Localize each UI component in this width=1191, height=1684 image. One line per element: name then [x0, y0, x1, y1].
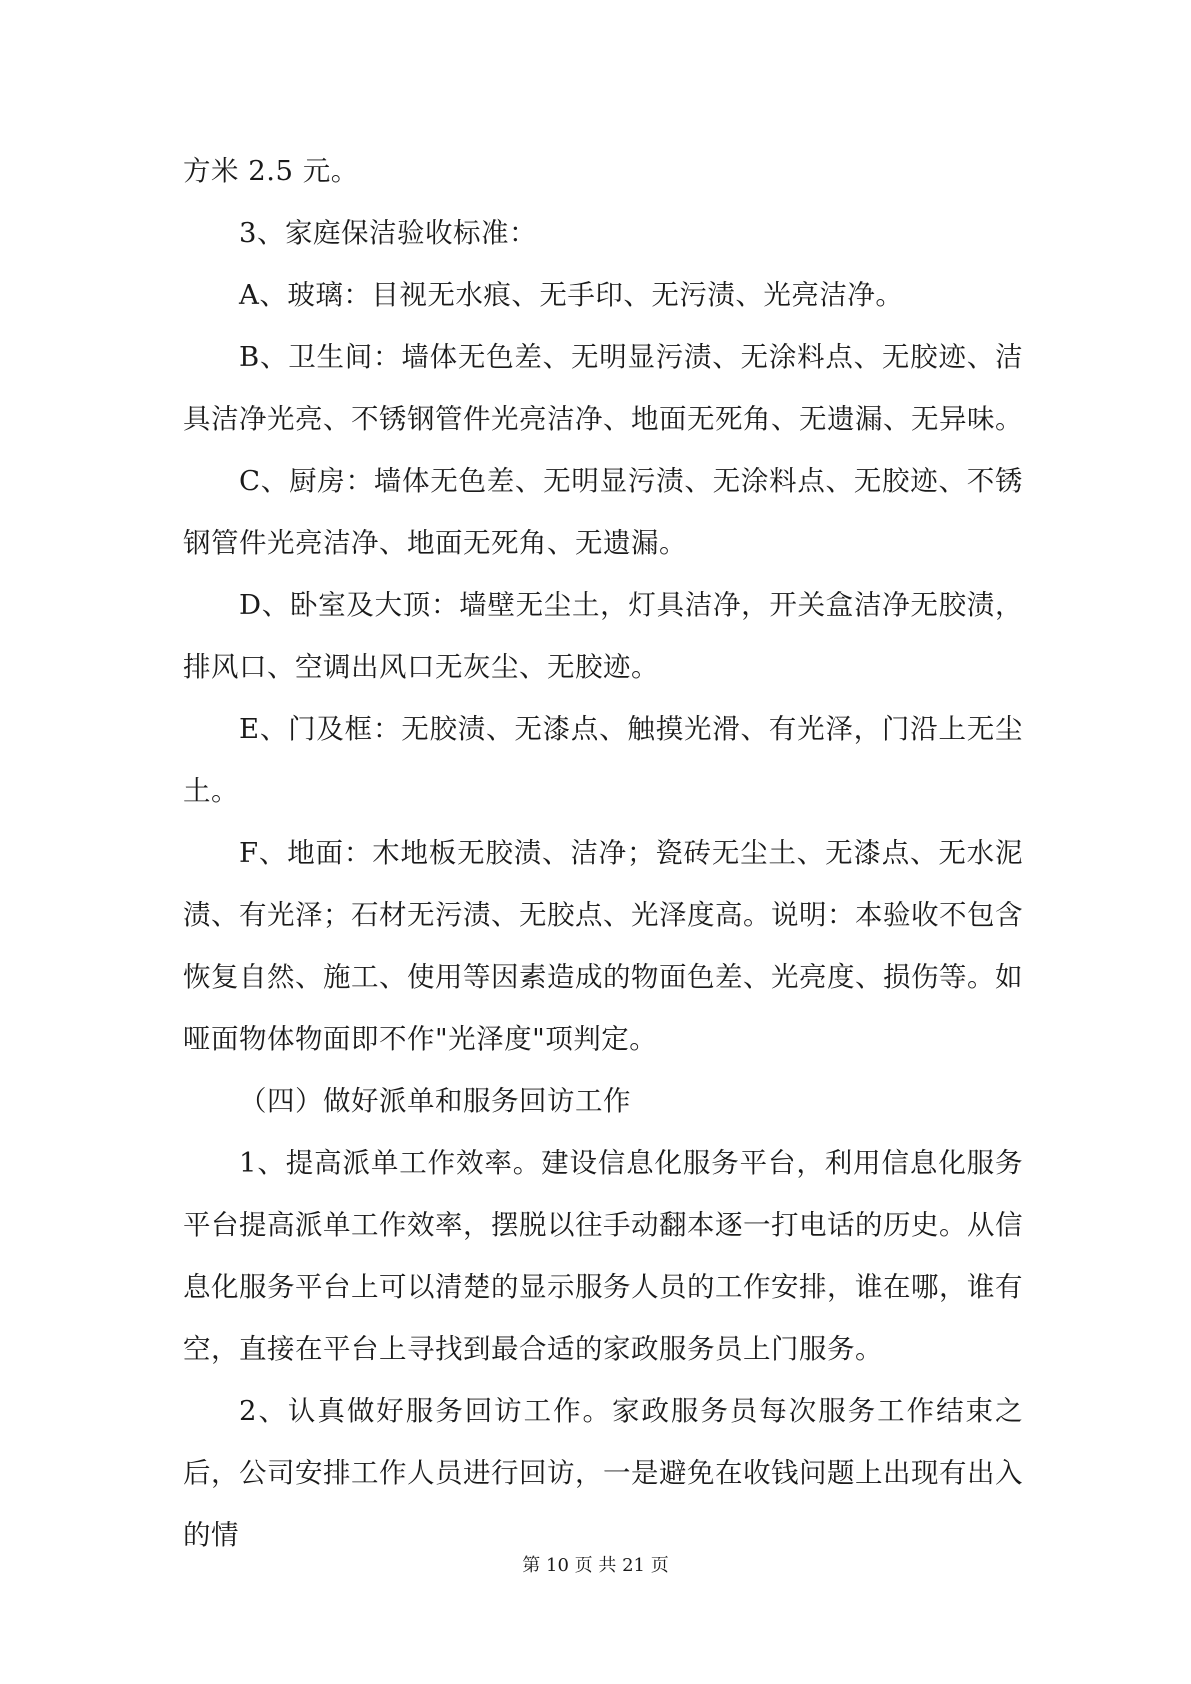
paragraph-item-f-floor: F、地面：木地板无胶渍、洁净；瓷砖无尘土、无漆点、无水泥渍、有光泽；石材无污渍、无胶点、光泽度高。说明：本验收不包含恢复自然、施工、使用等因素造成的物面色差、光亮度、损伤等。如哑面物体物面即不作"光泽度"项判定。 — [183, 837, 1023, 1055]
paragraph-item-c-kitchen: C、厨房：墙体无色差、无明显污渍、无涂料点、无胶迹、不锈钢管件光亮洁净、地面无死角、无遗漏。 — [183, 465, 1023, 559]
document-body — [183, 140, 1023, 1566]
paragraph-point-1: 1、提高派单工作效率。建设信息化服务平台，利用信息化服务平台提高派单工作效率，摆脱以往手动翻本逐一打电话的历史。从信息化服务平台上可以清楚的显示服务人员的工作安排，谁在哪，谁有空，直接在平台上寻找到最合适的家政服务员上门服务。 — [183, 1147, 1023, 1365]
paragraph-item-d-bedroom: D、卧室及大顶：墙壁无尘土，灯具洁净，开关盒洁净无胶渍，排风口、空调出风口无灰尘、无胶迹。 — [183, 589, 1023, 683]
paragraph-continuation: 方米 2.5 元。 — [183, 155, 359, 187]
paragraph-item-a-glass: A、玻璃：目视无水痕、无手印、无污渍、光亮洁净。 — [239, 279, 904, 311]
paragraph-item-b-bathroom: B、卫生间：墙体无色差、无明显污渍、无涂料点、无胶迹、洁具洁净光亮、不锈钢管件光亮洁净、地面无死角、无遗漏、无异味。 — [183, 341, 1023, 435]
paragraph-item-e-door: E、门及框：无胶渍、无漆点、触摸光滑、有光泽，门沿上无尘土。 — [183, 713, 1023, 807]
paragraph-section-heading-3: 3、家庭保洁验收标准： — [239, 217, 537, 249]
paragraph-section-heading-4: （四）做好派单和服务回访工作 — [239, 1085, 631, 1117]
page-number-footer: 第 10 页 共 21 页 — [522, 1555, 669, 1576]
paragraph-point-2: 2、认真做好服务回访工作。家政服务员每次服务工作结束之后，公司安排工作人员进行回访，一是避免在收钱问题上出现有出入的情 — [183, 1395, 1023, 1551]
